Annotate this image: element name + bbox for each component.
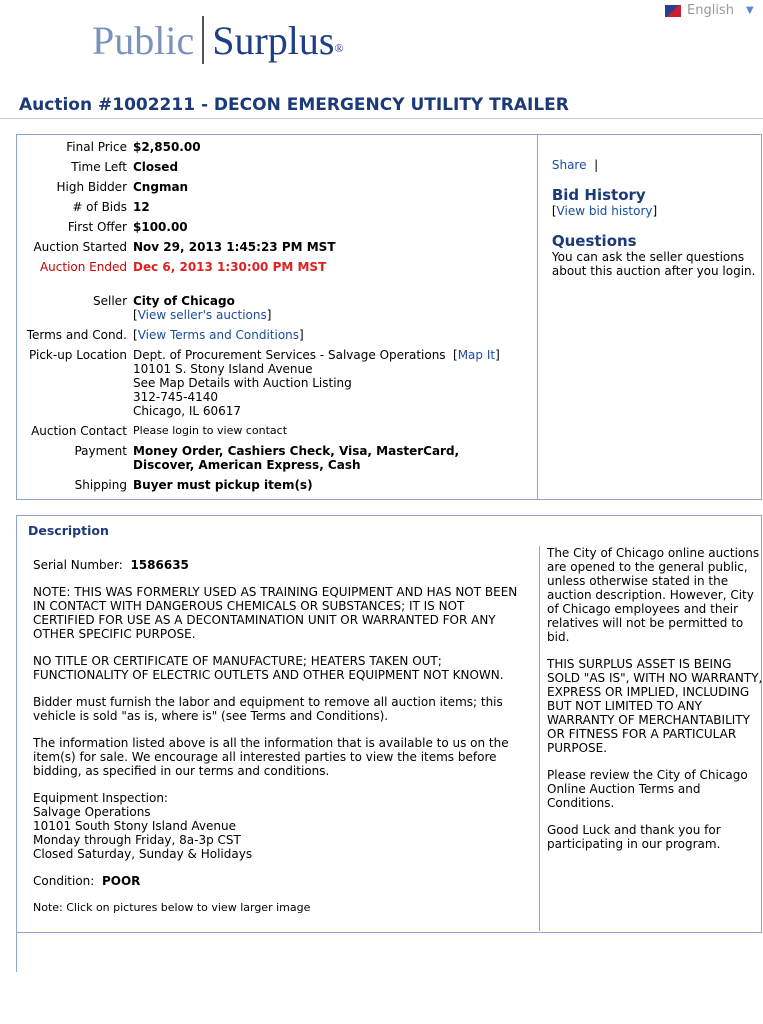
- auction-details-panel: [16, 134, 762, 500]
- detail-contact: Auction Contact Please login to view contact: [31, 424, 288, 438]
- serial-number: 1586635: [130, 558, 189, 572]
- description-heading: Description: [28, 523, 109, 538]
- questions-title: Questions: [551, 232, 637, 250]
- page-title: Auction #1002211 - DECON EMERGENCY UTILITY TRAILER: [19, 95, 569, 115]
- logo-text-surplus: Surplus: [212, 17, 335, 63]
- inspection-info: Equipment Inspection: Salvage Operations 10101 South Stony Island Avenue Monday through Friday, 8a-3p CST Closed Saturday, Sunday & Holidays: [33, 791, 253, 861]
- detail-bids: # of Bids 12: [72, 200, 150, 214]
- description-sidebar: The City of Chicago online auctions are opened to the general public, unless otherwise stated in the auction description. However, City of Chicago employees and their relatives will not be permitted to bid. THIS SURPLUS ASSET IS BEING SOLD "AS IS", WITH NO WARRANTY, EXPRESS OR IMPLIED, INCLUDING BUT NOT LIMITED TO ANY WARRANTY OF MERCHANTABILITY OR FITNESS FOR A PARTICULAR PURPOSE. Please review the City of Chicago Online Auction Terms and Conditions. Good Luck and thank you for participating in our program.: [539, 546, 763, 931]
- description-paragraph: NOTE: THIS WAS FORMERLY USED AS TRAINING EQUIPMENT AND HAS NOT BEEN IN CONTACT WITH DANGEROUS CHEMICALS OR SUBSTANCES; IT IS NOT CERTIFIED FOR USE AS A DECONTAMINATION UNIT OR WARRANTED FOR ANY OTHER SPECIFIC PURPOSE.: [33, 585, 518, 641]
- detail-high-bidder: High Bidder Cngman: [56, 180, 189, 194]
- view-seller-auctions-link[interactable]: View seller's auctions: [137, 308, 267, 322]
- flag-icon: [665, 5, 681, 17]
- detail-auction-ended: Auction Ended Dec 6, 2013 1:30:00 PM MST: [39, 260, 327, 274]
- bid-history-title: Bid History: [551, 186, 646, 204]
- view-bid-history-link[interactable]: View bid history: [556, 204, 653, 218]
- divider: [0, 118, 763, 119]
- detail-auction-started: Auction Started Nov 29, 2013 1:45:23 PM MST: [33, 240, 336, 254]
- logo-registered: ®: [334, 40, 344, 55]
- view-terms-link[interactable]: View Terms and Conditions: [137, 328, 300, 342]
- picture-note: Note: Click on pictures below to view larger image: [33, 901, 311, 914]
- detail-payment: Payment Money Order, Cashiers Check, Visa, MasterCard, Discover, American Express, Cash: [74, 444, 460, 472]
- images-panel: [16, 932, 763, 972]
- logo-divider: [202, 16, 204, 64]
- description-panel: [16, 515, 762, 933]
- language-label: English: [687, 3, 734, 18]
- chevron-down-icon: ▼: [745, 5, 754, 16]
- detail-seller: Seller City of Chicago [View seller's auctions]: [93, 294, 272, 322]
- condition-value: POOR: [101, 874, 141, 888]
- auction-sidebar: Share | Bid History [View bid history] Questions You can ask the seller questions about this auction after you login.: [538, 135, 761, 499]
- logo-text-public: Public: [92, 17, 195, 63]
- share-link[interactable]: Share: [551, 158, 587, 172]
- details-list: [17, 135, 538, 499]
- detail-terms: Terms and Cond. [View Terms and Conditions]: [26, 328, 304, 342]
- detail-first-offer: First Offer $100.00: [67, 220, 188, 234]
- description-paragraph: NO TITLE OR CERTIFICATE OF MANUFACTURE; HEATERS TAKEN OUT; FUNCTIONALITY OF ELECTRIC OUTLETS AND OTHER EQUIPMENT NOT KNOWN.: [33, 654, 504, 682]
- detail-shipping: Shipping Buyer must pickup item(s): [74, 478, 313, 492]
- logo[interactable]: [92, 16, 344, 64]
- description-paragraph: Bidder must furnish the labor and equipment to remove all auction items; this vehicle is sold "as is, where is" (see Terms and Conditions).: [33, 695, 503, 723]
- detail-final-price: Final Price $2,850.00: [66, 140, 201, 154]
- description-body: Serial Number: 1586635 NOTE: THIS WAS FORMERLY USED AS TRAINING EQUIPMENT AND HAS NOT BEEN IN CONTACT WITH DANGEROUS CHEMICALS OR SUBSTANCES; IT IS NOT CERTIFIED FOR USE AS A DECONTAMINATION UNIT OR WARRANTED FOR ANY OTHER SPECIFIC PURPOSE. NO TITLE OR CERTIFICATE OF MANUFACTURE; HEATERS TAKEN OUT; FUNCTIONALITY OF ELECTRIC OUTLETS AND OTHER EQUIPMENT NOT KNOWN. Bidder must furnish the labor and equipment to remove all auction items; this vehicle is sold "as is, where is" (see Terms and Conditions). The information listed above is all the information that is available to us on the item(s) for sale. We encourage all interested parties to view the items before bidding, as specified in our terms and conditions. Equipment Inspection: Salvage Operations 10101 South Stony Island Avenue Monday through Friday, 8a-3p CST Closed Saturday, Sunday & Holidays Condition: POOR Note: Click on pictures below to view larger image: [33, 558, 523, 928]
- description-paragraph: The information listed above is all the information that is available to us on the item(s) for sale. We encourage all interested parties to view the items before bidding, as specified in our terms and conditions.: [33, 736, 509, 778]
- detail-pickup: Pick-up Location Dept. of Procurement Services - Salvage Operations 10101 S. Stony Island Avenue See Map Details with Auction Listing 312-745-4140 Chicago, IL 60617 [Map It]: [29, 348, 500, 418]
- detail-time-left: Time Left Closed: [71, 160, 179, 174]
- map-it-link[interactable]: Map It: [457, 348, 496, 362]
- questions-text: You can ask the seller questions about this auction after you login.: [551, 250, 756, 278]
- language-selector[interactable]: [665, 3, 754, 18]
